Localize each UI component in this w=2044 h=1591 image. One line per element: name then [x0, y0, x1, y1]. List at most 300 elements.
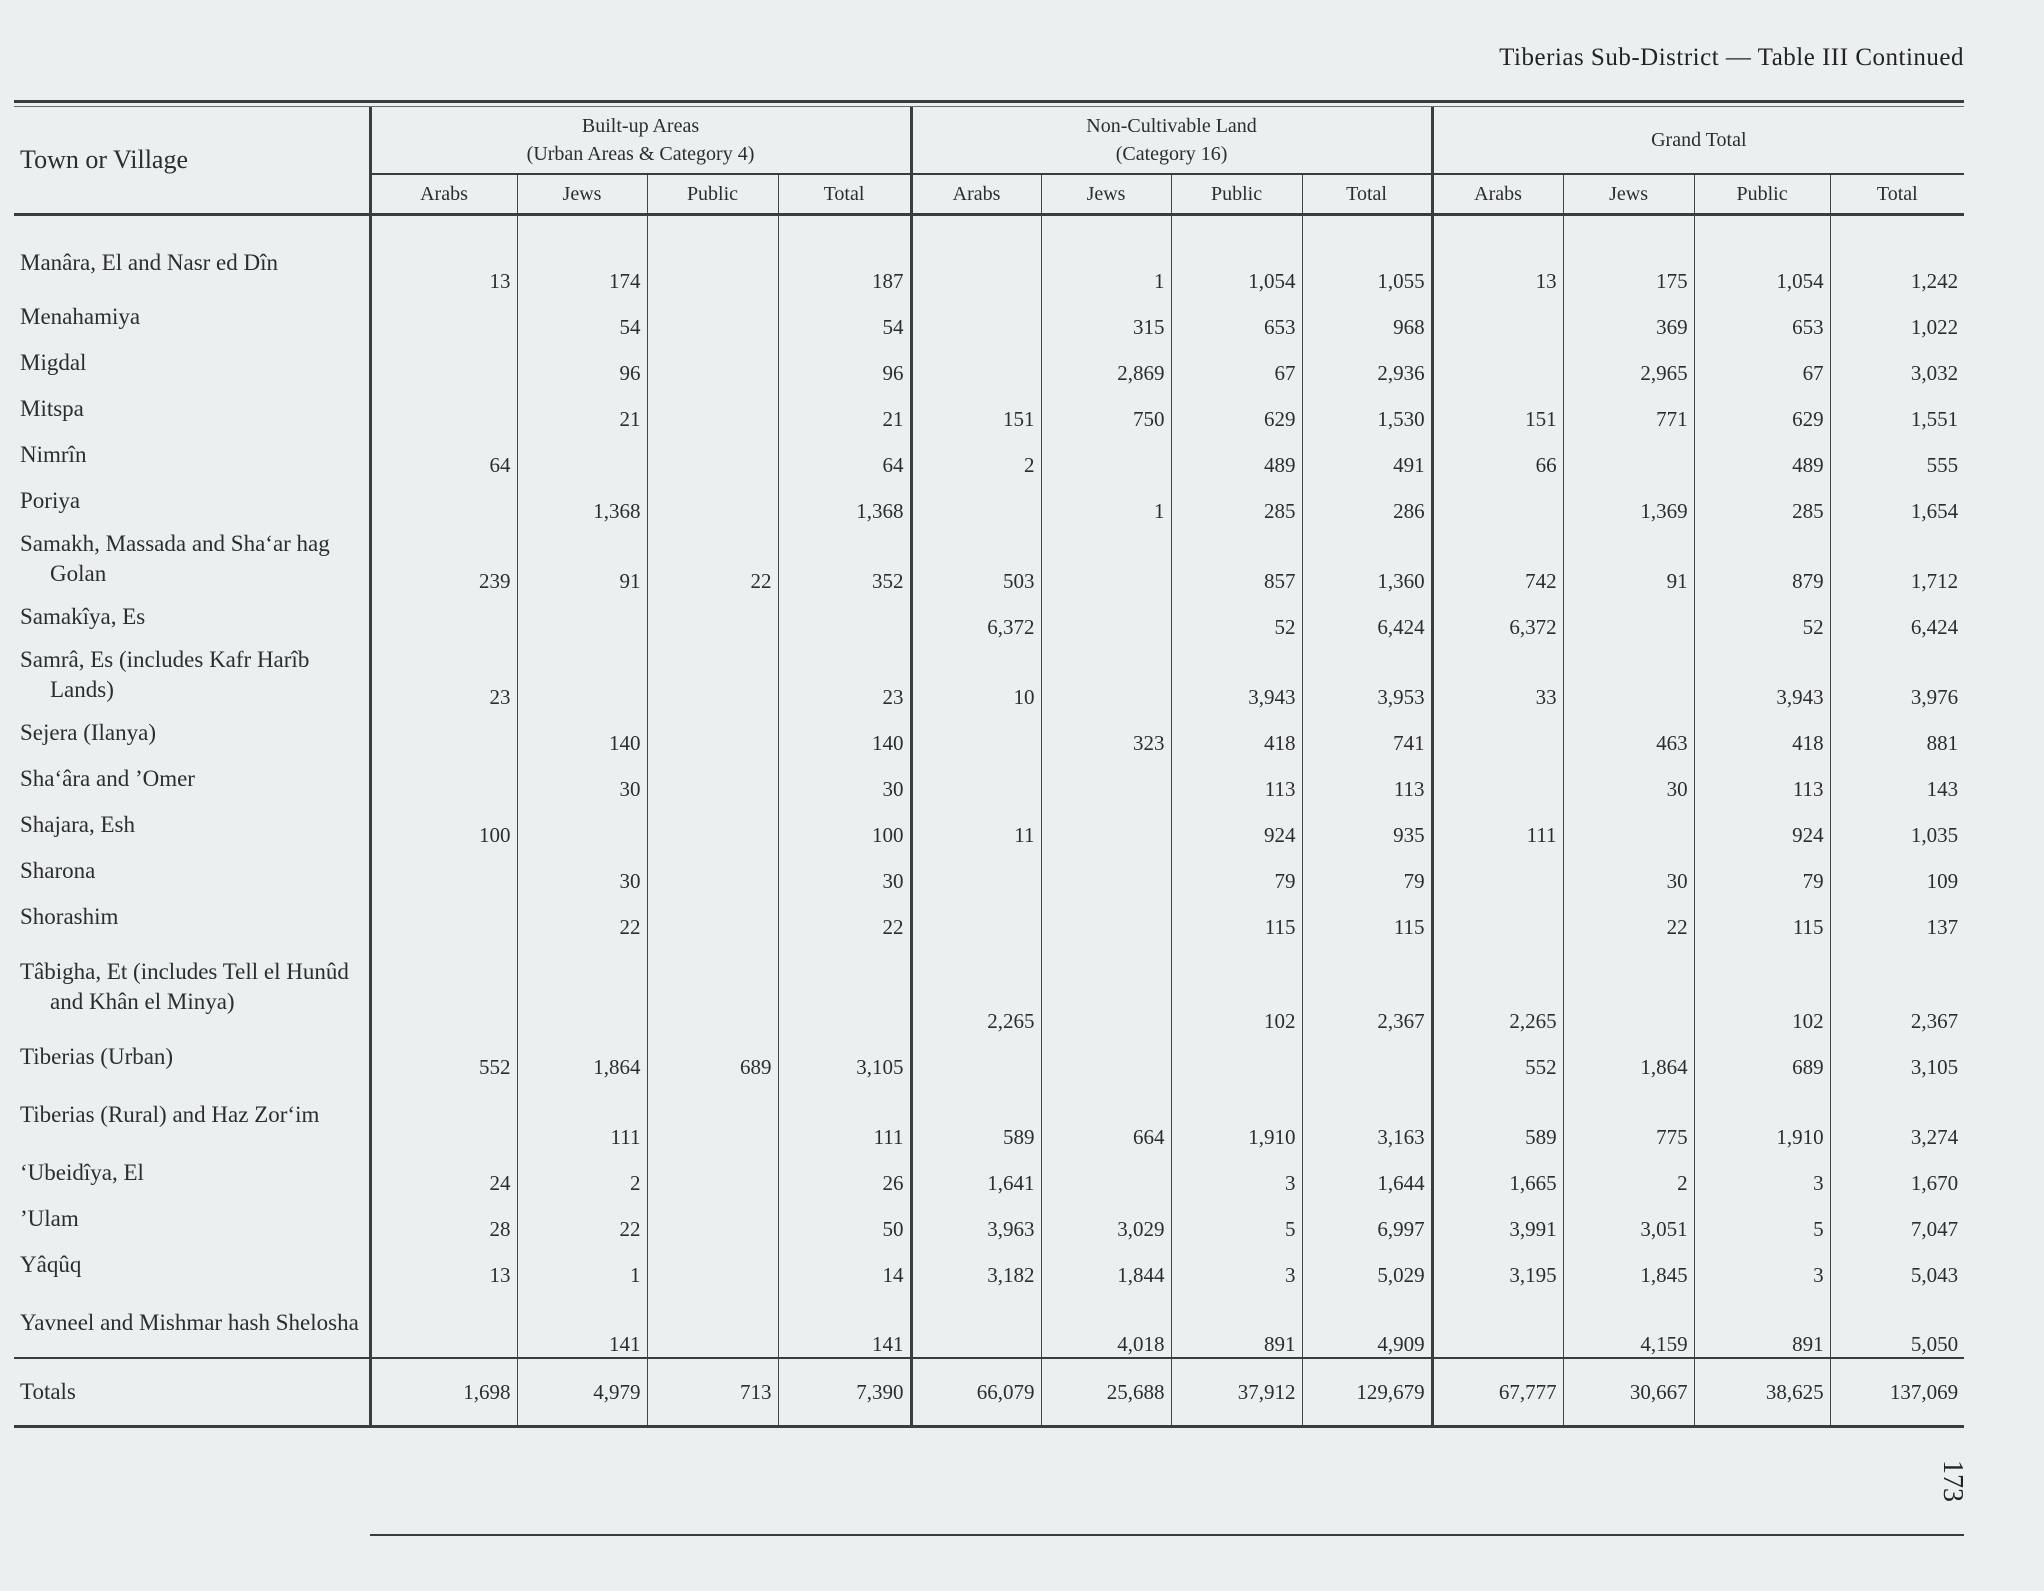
value-cell: 1,654: [1830, 478, 1964, 524]
value-cell: 503: [911, 524, 1041, 594]
town-name: Menahamiya: [20, 304, 141, 329]
value-cell: 1: [517, 1242, 647, 1288]
sub-header: Public: [647, 174, 778, 215]
value-cell: 491: [1302, 432, 1432, 478]
value-cell: [370, 594, 517, 640]
value-cell: [911, 294, 1041, 340]
total-value-cell: 25,688: [1041, 1358, 1171, 1427]
value-cell: 30: [1563, 756, 1694, 802]
value-cell: 187: [778, 232, 911, 294]
value-cell: [1041, 594, 1171, 640]
value-cell: 54: [517, 294, 647, 340]
town-name-cell: [14, 1080, 370, 1150]
value-cell: 6,424: [1830, 594, 1964, 640]
value-cell: 1: [1041, 232, 1171, 294]
value-cell: [647, 1242, 778, 1288]
sub-header: Total: [778, 174, 911, 215]
value-cell: 489: [1171, 432, 1302, 478]
value-cell: [647, 594, 778, 640]
value-cell: [911, 894, 1041, 940]
value-cell: [647, 940, 778, 1034]
sub-header: Jews: [1041, 174, 1171, 215]
table-row: [14, 802, 1964, 848]
value-cell: 2: [517, 1150, 647, 1196]
value-cell: [911, 756, 1041, 802]
town-name-cell: [14, 386, 370, 432]
town-name-cell: [14, 848, 370, 894]
town-name: ’Ulam: [20, 1206, 79, 1231]
value-cell: [647, 386, 778, 432]
value-cell: 100: [370, 802, 517, 848]
value-cell: 3,032: [1830, 340, 1964, 386]
value-cell: 91: [1563, 524, 1694, 594]
value-cell: [370, 894, 517, 940]
value-cell: 1,055: [1302, 232, 1432, 294]
value-cell: 935: [1302, 802, 1432, 848]
total-value-cell: 66,079: [911, 1358, 1041, 1427]
town-name-cell: [14, 1196, 370, 1242]
table-row: [14, 294, 1964, 340]
total-value-cell: 4,979: [517, 1358, 647, 1427]
value-cell: [1041, 1150, 1171, 1196]
value-cell: 286: [1302, 478, 1432, 524]
value-cell: 3,953: [1302, 640, 1432, 710]
value-cell: 1,369: [1563, 478, 1694, 524]
value-cell: 30: [778, 756, 911, 802]
value-cell: 33: [1432, 640, 1563, 710]
value-cell: 6,372: [1432, 594, 1563, 640]
town-name: Samakîya, Es: [20, 604, 146, 629]
town-name: Yâqûq: [20, 1252, 82, 1277]
sub-header: Public: [1171, 174, 1302, 215]
group-header-built-up: [370, 107, 911, 174]
group-header-row: [14, 107, 1964, 174]
table-row: [14, 756, 1964, 802]
page-header: Tiberias Sub-District — Table III Continued: [1499, 44, 1964, 71]
table-row: [14, 1196, 1964, 1242]
town-name-cell: [14, 478, 370, 524]
total-value-cell: 30,667: [1563, 1358, 1694, 1427]
value-cell: 629: [1694, 386, 1830, 432]
value-cell: 2: [1563, 1150, 1694, 1196]
table-row: [14, 894, 1964, 940]
table-row: [14, 386, 1964, 432]
value-cell: 3,274: [1830, 1080, 1964, 1150]
value-cell: [647, 232, 778, 294]
sub-header: Total: [1830, 174, 1964, 215]
value-cell: 22: [1563, 894, 1694, 940]
total-value-cell: 67,777: [1432, 1358, 1563, 1427]
value-cell: 857: [1171, 524, 1302, 594]
value-cell: [911, 478, 1041, 524]
group-header-grand-total: [1432, 107, 1964, 174]
table-row: [14, 340, 1964, 386]
town-name: Manâra, El and Nasr ed Dîn: [20, 250, 279, 275]
value-cell: 1,845: [1563, 1242, 1694, 1288]
value-cell: 750: [1041, 386, 1171, 432]
group-header-line1: Grand Total: [1651, 129, 1747, 151]
value-cell: 113: [1694, 756, 1830, 802]
value-cell: 6,424: [1302, 594, 1432, 640]
town-name: Shajara, Esh: [20, 812, 135, 837]
total-value-cell: 7,390: [778, 1358, 911, 1427]
town-name-cell: [14, 640, 370, 710]
value-cell: [778, 940, 911, 1034]
value-cell: 3,943: [1171, 640, 1302, 710]
value-cell: 3,195: [1432, 1242, 1563, 1288]
town-name-cell: [14, 1034, 370, 1080]
town-name: Shorashim: [20, 904, 119, 929]
value-cell: [647, 802, 778, 848]
value-cell: [1563, 432, 1694, 478]
value-cell: 1: [1041, 478, 1171, 524]
value-cell: 924: [1171, 802, 1302, 848]
value-cell: 2,265: [1432, 940, 1563, 1034]
value-cell: [647, 710, 778, 756]
value-cell: 113: [1302, 756, 1432, 802]
value-cell: [647, 1080, 778, 1150]
total-value-cell: 129,679: [1302, 1358, 1432, 1427]
value-cell: 5,043: [1830, 1242, 1964, 1288]
value-cell: [911, 1288, 1041, 1358]
table-row: [14, 524, 1964, 594]
value-cell: 115: [1302, 894, 1432, 940]
value-cell: [1171, 1034, 1302, 1080]
value-cell: 1,864: [1563, 1034, 1694, 1080]
value-cell: 50: [778, 1196, 911, 1242]
value-cell: 3,051: [1563, 1196, 1694, 1242]
value-cell: 3: [1171, 1242, 1302, 1288]
value-cell: 1,712: [1830, 524, 1964, 594]
value-cell: 2,936: [1302, 340, 1432, 386]
value-cell: 1,530: [1302, 386, 1432, 432]
value-cell: 23: [778, 640, 911, 710]
value-cell: [1432, 340, 1563, 386]
value-cell: [911, 340, 1041, 386]
value-cell: 3,163: [1302, 1080, 1432, 1150]
value-cell: 30: [778, 848, 911, 894]
value-cell: 418: [1694, 710, 1830, 756]
value-cell: 102: [1694, 940, 1830, 1034]
value-cell: [370, 848, 517, 894]
value-cell: [517, 594, 647, 640]
town-name: Sharona: [20, 858, 96, 883]
value-cell: 141: [517, 1288, 647, 1358]
value-cell: 879: [1694, 524, 1830, 594]
sub-header: Public: [1694, 174, 1830, 215]
value-cell: 352: [778, 524, 911, 594]
value-cell: [647, 432, 778, 478]
value-cell: 1,644: [1302, 1150, 1432, 1196]
value-cell: 22: [778, 894, 911, 940]
total-value-cell: 713: [647, 1358, 778, 1427]
town-name-cell: [14, 1242, 370, 1288]
value-cell: [647, 848, 778, 894]
town-name-cell: [14, 710, 370, 756]
value-cell: [370, 1288, 517, 1358]
value-cell: [517, 640, 647, 710]
table-row: [14, 478, 1964, 524]
value-cell: [1563, 640, 1694, 710]
value-cell: 151: [1432, 386, 1563, 432]
table-row: [14, 1080, 1964, 1150]
value-cell: [911, 1034, 1041, 1080]
town-name-cell: [14, 294, 370, 340]
value-cell: 100: [778, 802, 911, 848]
town-name: Tiberias (Urban): [20, 1044, 174, 1069]
value-cell: 5,050: [1830, 1288, 1964, 1358]
value-cell: 13: [1432, 232, 1563, 294]
value-cell: [517, 432, 647, 478]
value-cell: 137: [1830, 894, 1964, 940]
town-column-header: Town or Village: [14, 107, 370, 215]
town-name-cell: [14, 940, 370, 1034]
value-cell: [1432, 756, 1563, 802]
table-row: [14, 1150, 1964, 1196]
town-name-cell: [14, 524, 370, 594]
value-cell: 109: [1830, 848, 1964, 894]
value-cell: 67: [1694, 340, 1830, 386]
value-cell: 111: [778, 1080, 911, 1150]
town-name: Sha‘âra and ’Omer: [20, 766, 195, 791]
sub-header: Arabs: [370, 174, 517, 215]
value-cell: [370, 756, 517, 802]
value-cell: 3: [1694, 1150, 1830, 1196]
total-value-cell: 37,912: [1171, 1358, 1302, 1427]
value-cell: [911, 848, 1041, 894]
value-cell: 79: [1694, 848, 1830, 894]
table-row: [14, 848, 1964, 894]
value-cell: 175: [1563, 232, 1694, 294]
value-cell: [647, 1150, 778, 1196]
town-name: Migdal: [20, 350, 87, 375]
value-cell: 140: [517, 710, 647, 756]
value-cell: 102: [1171, 940, 1302, 1034]
value-cell: 924: [1694, 802, 1830, 848]
value-cell: 285: [1171, 478, 1302, 524]
value-cell: [1563, 802, 1694, 848]
value-cell: 1,242: [1830, 232, 1964, 294]
value-cell: 1,022: [1830, 294, 1964, 340]
page-number: 173: [1937, 1460, 1968, 1502]
value-cell: [1563, 594, 1694, 640]
value-cell: [370, 386, 517, 432]
value-cell: [517, 940, 647, 1034]
value-cell: 140: [778, 710, 911, 756]
value-cell: 115: [1694, 894, 1830, 940]
value-cell: 689: [647, 1034, 778, 1080]
value-cell: [647, 894, 778, 940]
value-cell: 10: [911, 640, 1041, 710]
sub-header: Jews: [1563, 174, 1694, 215]
value-cell: 23: [370, 640, 517, 710]
value-cell: 3,182: [911, 1242, 1041, 1288]
value-cell: 14: [778, 1242, 911, 1288]
value-cell: 323: [1041, 710, 1171, 756]
value-cell: 315: [1041, 294, 1171, 340]
value-cell: 2,367: [1302, 940, 1432, 1034]
value-cell: [1041, 802, 1171, 848]
value-cell: 64: [370, 432, 517, 478]
value-cell: 3,029: [1041, 1196, 1171, 1242]
value-cell: 1,054: [1694, 232, 1830, 294]
totals-row: [14, 1358, 1964, 1427]
value-cell: [1432, 478, 1563, 524]
value-cell: [370, 710, 517, 756]
town-name: Poriya: [20, 488, 81, 513]
value-cell: 664: [1041, 1080, 1171, 1150]
value-cell: 3,105: [1830, 1034, 1964, 1080]
value-cell: [647, 640, 778, 710]
value-cell: [647, 1196, 778, 1242]
value-cell: [1041, 1034, 1171, 1080]
value-cell: 30: [517, 756, 647, 802]
value-cell: 891: [1171, 1288, 1302, 1358]
value-cell: 4,159: [1563, 1288, 1694, 1358]
value-cell: 881: [1830, 710, 1964, 756]
value-cell: [1432, 848, 1563, 894]
value-cell: [1432, 894, 1563, 940]
value-cell: [911, 232, 1041, 294]
town-name: Samakh, Massada and Sha‘ar hag Golan: [20, 531, 330, 586]
value-cell: [1041, 756, 1171, 802]
value-cell: 141: [778, 1288, 911, 1358]
total-value-cell: 137,069: [1830, 1358, 1964, 1427]
table-row: [14, 710, 1964, 756]
group-header-line1: Non-Cultivable Land: [1086, 115, 1257, 137]
town-name: Tiberias (Rural) and Haz Zor‘im: [20, 1102, 320, 1127]
value-cell: [1041, 848, 1171, 894]
value-cell: 418: [1171, 710, 1302, 756]
value-cell: 91: [517, 524, 647, 594]
value-cell: 22: [517, 1196, 647, 1242]
value-cell: [1432, 294, 1563, 340]
value-cell: 1,035: [1830, 802, 1964, 848]
town-name-cell: [14, 432, 370, 478]
value-cell: 4,018: [1041, 1288, 1171, 1358]
value-cell: 4,909: [1302, 1288, 1432, 1358]
value-cell: [1041, 432, 1171, 478]
value-cell: 3,976: [1830, 640, 1964, 710]
value-cell: 1,368: [778, 478, 911, 524]
town-name-cell: [14, 1288, 370, 1358]
value-cell: [647, 478, 778, 524]
value-cell: 3,943: [1694, 640, 1830, 710]
town-name: Sejera (Ilanya): [20, 720, 157, 745]
value-cell: 113: [1171, 756, 1302, 802]
value-cell: 22: [517, 894, 647, 940]
value-cell: [647, 340, 778, 386]
value-cell: 5: [1694, 1196, 1830, 1242]
value-cell: 96: [778, 340, 911, 386]
value-cell: 3,963: [911, 1196, 1041, 1242]
town-name: Tâbigha, Et (includes Tell el Hunûd and Khân el Minya): [20, 959, 349, 1014]
value-cell: 1,360: [1302, 524, 1432, 594]
value-cell: 143: [1830, 756, 1964, 802]
town-name-cell: [14, 232, 370, 294]
value-cell: [517, 802, 647, 848]
value-cell: 5: [1171, 1196, 1302, 1242]
value-cell: 1,910: [1694, 1080, 1830, 1150]
value-cell: 1,054: [1171, 232, 1302, 294]
total-value-cell: 38,625: [1694, 1358, 1830, 1427]
value-cell: 52: [1694, 594, 1830, 640]
value-cell: [1432, 1288, 1563, 1358]
value-cell: 653: [1694, 294, 1830, 340]
value-cell: 66: [1432, 432, 1563, 478]
value-cell: 1,551: [1830, 386, 1964, 432]
value-cell: 1,910: [1171, 1080, 1302, 1150]
value-cell: 13: [370, 232, 517, 294]
value-cell: 24: [370, 1150, 517, 1196]
value-cell: [911, 710, 1041, 756]
value-cell: 7,047: [1830, 1196, 1964, 1242]
value-cell: 771: [1563, 386, 1694, 432]
value-cell: [370, 940, 517, 1034]
table-row: [14, 1242, 1964, 1288]
value-cell: 64: [778, 432, 911, 478]
bottom-rule: [370, 1534, 1964, 1536]
value-cell: 3,991: [1432, 1196, 1563, 1242]
sub-header: Arabs: [911, 174, 1041, 215]
value-cell: 174: [517, 232, 647, 294]
value-cell: 2: [911, 432, 1041, 478]
value-cell: [1432, 710, 1563, 756]
value-cell: 1,670: [1830, 1150, 1964, 1196]
value-cell: [1041, 524, 1171, 594]
table-row: [14, 640, 1964, 710]
value-cell: 30: [517, 848, 647, 894]
value-cell: 239: [370, 524, 517, 594]
value-cell: [647, 1288, 778, 1358]
value-cell: [370, 340, 517, 386]
sub-header: Jews: [517, 174, 647, 215]
value-cell: [1041, 894, 1171, 940]
value-cell: 775: [1563, 1080, 1694, 1150]
value-cell: [370, 478, 517, 524]
value-cell: [647, 756, 778, 802]
group-header-line2: (Urban Areas & Category 4): [526, 143, 755, 165]
group-header-non-cultivable: [911, 107, 1432, 174]
value-cell: 30: [1563, 848, 1694, 894]
value-cell: 52: [1171, 594, 1302, 640]
table-row: [14, 594, 1964, 640]
value-cell: 2,367: [1830, 940, 1964, 1034]
value-cell: 555: [1830, 432, 1964, 478]
value-cell: 115: [1171, 894, 1302, 940]
town-name: ‘Ubeidîya, El: [20, 1160, 144, 1185]
value-cell: 968: [1302, 294, 1432, 340]
town-name-cell: [14, 1150, 370, 1196]
value-cell: 463: [1563, 710, 1694, 756]
table-row: [14, 940, 1964, 1034]
value-cell: 96: [517, 340, 647, 386]
value-cell: 2,869: [1041, 340, 1171, 386]
value-cell: 2,965: [1563, 340, 1694, 386]
value-cell: [1563, 940, 1694, 1034]
value-cell: 79: [1171, 848, 1302, 894]
total-value-cell: 1,698: [370, 1358, 517, 1427]
value-cell: 3: [1171, 1150, 1302, 1196]
town-name-cell: [14, 756, 370, 802]
value-cell: 369: [1563, 294, 1694, 340]
value-cell: 13: [370, 1242, 517, 1288]
value-cell: 489: [1694, 432, 1830, 478]
value-cell: [1041, 640, 1171, 710]
value-cell: 21: [778, 386, 911, 432]
value-cell: 1,844: [1041, 1242, 1171, 1288]
town-name: Mitspa: [20, 396, 84, 421]
